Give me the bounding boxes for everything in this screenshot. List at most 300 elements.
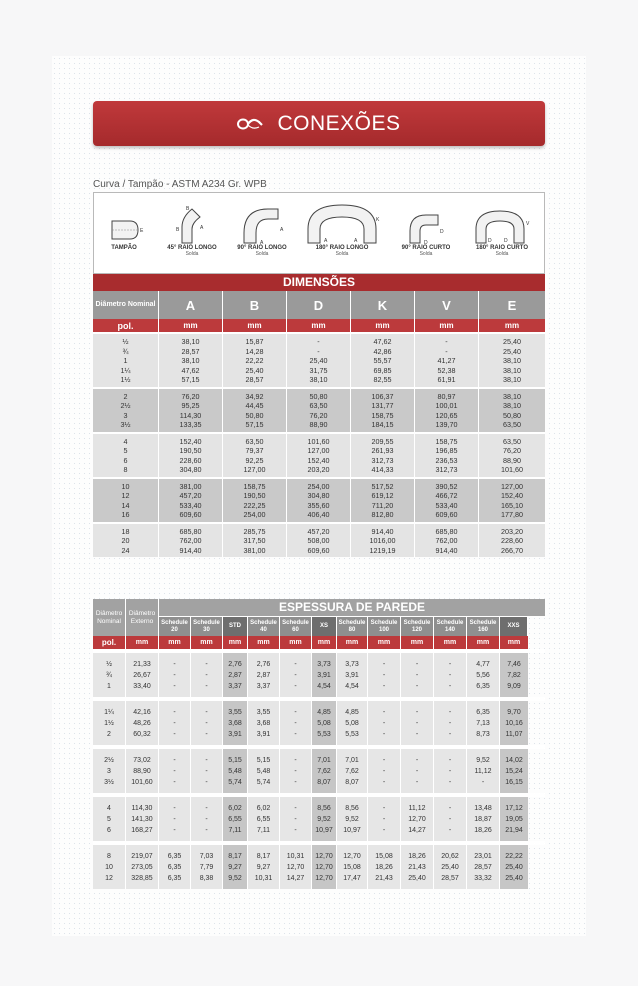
column-cell [159,797,191,841]
table-cell-value: 101,60 [307,436,330,446]
fitting-sublabel: Solda [185,251,199,257]
table-cell-value: - [415,672,419,679]
dimensions-column-headers [93,291,545,319]
column-cell [434,749,467,793]
table-cell-value: 57,15 [245,420,264,429]
table-cell-value: 203,20 [501,526,523,536]
table-cell-value: 6,02 [256,805,271,812]
table-cell-value: 1 [123,356,128,365]
column-header: V [415,291,479,319]
column-cell [368,845,401,889]
column-cell [401,797,434,841]
table-cell-value: 533,40 [179,500,202,510]
table-cell-value: 19,05 [505,816,523,823]
row-group [93,522,545,558]
table-cell-value: 127,00 [243,465,266,474]
fitting-sublabel: Solda [335,251,349,257]
table-cell-value: 6,35 [167,875,182,882]
column-header: K [351,291,415,319]
table-cell-value: 20 [121,536,130,545]
column-cell [191,797,223,841]
column-cell [93,797,126,841]
table-cell-value: 158,75 [243,481,266,491]
table-cell-value: 5,08 [317,720,331,727]
table-cell-value: 8,73 [476,731,490,738]
table-cell-value: 190,50 [243,491,266,500]
table-cell-value: - [382,720,386,727]
table-cell-value: - [173,779,176,786]
unit-cell: mm [280,636,312,649]
table-cell-value: 6,55 [256,816,271,823]
column-cell [467,701,500,745]
table-cell-value: 317,50 [243,536,266,545]
table-cell-value: 6,35 [476,683,490,690]
table-cell-value: 21,43 [408,864,426,871]
table-cell-value: - [205,661,208,668]
table-cell-value: 5,08 [345,720,359,727]
column-cell [248,797,280,841]
column-cell [159,524,223,558]
table-cell-value: 5,48 [256,768,271,775]
table-cell-value: 63,50 [309,401,328,410]
elbow-180-short-drawing [470,205,534,245]
table-cell-value: 14 [121,500,130,510]
table-cell-value: - [415,683,419,690]
table-cell-value: 15,87 [245,337,264,346]
elbow-90-long-drawing [238,203,286,245]
table-cell-value: ½ [122,337,129,346]
table-cell-value: - [415,731,419,738]
column-cell [415,524,479,558]
table-cell-value: - [382,827,386,834]
table-cell-value: 228,60 [501,536,523,545]
table-cell-value: 266,70 [501,545,523,555]
table-cell-value: 12,70 [286,864,305,871]
column-cell [337,845,368,889]
column-cell [223,334,287,387]
table-cell-value: 685,80 [435,526,458,536]
table-cell-value: - [382,757,386,764]
table-cell-value: 28,57 [441,875,459,882]
column-cell [337,749,368,793]
table-cell-value: 2 [123,391,128,401]
unit-cell: mm [191,636,223,649]
table-cell-value: 76,20 [309,410,328,420]
table-cell-value: 12 [121,491,130,500]
table-cell-value: 158,75 [435,436,458,446]
table-cell-value: 50,80 [245,410,264,420]
table-cell-value: 18,26 [375,864,393,871]
table-cell-value: 2½ [120,401,131,410]
table-cell-value: 34,92 [245,391,264,401]
unit-cell: mm [467,636,500,649]
table-cell-value: 63,50 [503,420,521,429]
table-cell-value: 18,26 [474,827,492,834]
table-cell-value: 88,90 [133,768,151,775]
table-cell-value: - [382,779,386,786]
unit-cell: mm [248,636,280,649]
column-cell [126,749,159,793]
table-cell-value: 7,82 [507,672,521,679]
column-cell [351,524,415,558]
table-cell-value: - [173,827,176,834]
table-cell-value: 11,12 [408,805,426,812]
table-cell-value: - [205,672,208,679]
table-cell-value: 12,70 [315,875,333,882]
table-cell-value: 381,00 [243,545,266,555]
column-cell [93,524,159,558]
table-cell-value: 47,62 [181,365,200,375]
column-cell [248,653,280,697]
table-cell-value: 414,33 [371,465,394,474]
table-cell-value: 114,30 [131,805,153,812]
table-cell-value: - [173,816,176,823]
dimensions-table [93,274,545,557]
fitting-label: TAMPÃO [111,245,137,251]
table-cell-value: 7,11 [256,827,271,834]
table-cell-value: 3 [123,410,128,420]
table-cell-value: - [382,768,386,775]
table-cell-value: 8,17 [228,853,242,860]
table-cell-value: 3,73 [317,661,331,668]
table-cell-value: 1½ [120,375,131,384]
table-cell-value: - [448,768,452,775]
column-cell [126,797,159,841]
table-cell-value: 168,27 [131,827,153,834]
column-cell [223,524,287,558]
table-cell-value: 10,16 [505,720,523,727]
table-cell-value: 762,00 [179,536,202,545]
table-cell-value: 273,05 [131,864,153,871]
table-cell-value: 7,13 [476,720,490,727]
table-cell-value: 9,27 [256,864,271,871]
svg-text:E: E [140,228,144,234]
table-cell-value: 1¼ [104,709,114,716]
column-cell [467,749,500,793]
table-cell-value: 9,52 [317,816,331,823]
column-cell [500,749,528,793]
fitting-label: 90° RAIO CURTO [401,245,451,251]
column-cell [248,701,280,745]
table-cell-value: 5,15 [256,757,271,764]
table-cell-value: 7,01 [345,757,359,764]
column-cell [93,334,159,387]
table-cell-value: 69,85 [373,365,392,375]
table-cell-value: - [448,661,452,668]
wall-title: ESPESSURA DE PAREDE [159,599,545,616]
unit-cell: mm [415,319,479,332]
column-cell [126,845,159,889]
column-cell [312,797,337,841]
table-cell-value: - [173,672,176,679]
table-cell-value: 18,87 [474,816,492,823]
column-header: Schedule 160 [467,616,500,636]
table-cell-value: 5,53 [345,731,359,738]
fitting-sublabel: Solda [419,251,433,257]
svg-text:D: D [488,238,492,244]
table-cell-value: 609,60 [435,510,458,519]
unit-cell: mm [434,636,467,649]
column-header: Schedule 20 [159,616,191,636]
table-cell-value: 8,38 [199,875,214,882]
table-cell-value: 312,73 [435,465,458,474]
unit-cell: pol. [93,636,126,649]
svg-text:B: B [186,206,190,212]
table-cell-value: - [294,709,297,716]
table-cell-value: - [205,683,208,690]
table-cell-value: ¾ [106,672,112,679]
table-cell-value: 21,33 [133,661,151,668]
table-cell-value: - [448,816,452,823]
elbow-45-drawing [170,203,214,245]
table-cell-value: 190,50 [179,446,202,455]
table-cell-value: 127,00 [501,481,523,491]
table-cell-value: - [173,757,176,764]
table-cell-value: 7,79 [199,864,214,871]
table-cell-value: 177,80 [501,510,523,519]
table-cell-value: 9,27 [228,864,242,871]
unit-cell: mm [479,319,545,332]
wall-unit-row [93,636,545,649]
table-cell-value: 5,56 [476,672,490,679]
table-cell-value: 609,60 [179,510,202,519]
unit-cell: mm [223,319,287,332]
table-cell-value: 18 [121,526,130,536]
table-cell-value: 31,75 [309,365,328,375]
table-cell-value: 100,01 [435,401,458,410]
column-cell [93,389,159,432]
column-cell [500,653,528,697]
table-cell-value: 60,32 [133,731,151,738]
table-cell-value: 6,35 [476,709,490,716]
table-cell-value: - [382,731,386,738]
column-cell [351,334,415,387]
table-cell-value: 33,32 [474,875,492,882]
table-cell-value: 14,02 [505,757,523,764]
column-cell [93,701,126,745]
column-cell [467,845,500,889]
table-cell-value: 1 [107,683,111,690]
table-cell-value: 152,40 [179,436,202,446]
table-cell-value: 304,80 [307,491,330,500]
table-cell-value: - [294,672,297,679]
fitting-90-short [398,207,454,257]
table-cell-value: - [173,720,176,727]
column-cell [368,749,401,793]
table-cell-value: 8,56 [317,805,331,812]
table-cell-value: 152,40 [501,491,523,500]
table-cell-value: 13,48 [474,805,492,812]
table-cell-value: 7,11 [228,827,242,834]
column-cell [415,434,479,477]
banner-title: CONEXÕES [277,111,401,135]
table-cell-value: 285,75 [243,526,266,536]
table-cell-value: - [445,346,448,356]
table-cell-value: 5,74 [228,779,242,786]
table-cell-value: 42,16 [133,709,151,716]
fitting-label: 90° RAIO LONGO [237,245,287,251]
row-group [93,841,545,889]
table-cell-value: - [294,768,297,775]
table-cell-value: 38,10 [503,375,521,384]
table-cell-value: - [205,757,208,764]
table-cell-value: - [382,816,386,823]
table-cell-value: 48,26 [133,720,151,727]
table-cell-value: 711,20 [371,500,394,510]
table-cell-value: 6,55 [228,816,242,823]
row-group [93,649,545,697]
table-cell-value: 139,70 [435,420,458,429]
fitting-cap [100,215,148,251]
table-cell-value: 1½ [104,720,114,727]
column-header: XS [312,616,337,636]
table-cell-value: - [294,731,297,738]
table-cell-value: 609,60 [307,545,330,555]
table-cell-value: 3,55 [228,709,242,716]
table-cell-value: - [294,757,297,764]
table-cell-value: 25,40 [505,864,523,871]
table-cell-value: 17,12 [505,805,523,812]
table-cell-value: 14,27 [408,827,426,834]
dimensions-title: DIMENSÕES [93,274,545,291]
column-cell [93,434,159,477]
elbow-fitting-icon [237,118,263,130]
table-cell-value: 44,45 [245,401,264,410]
table-cell-value: 3,91 [317,672,331,679]
column-cell [248,749,280,793]
table-cell-value: 2,87 [228,672,242,679]
column-cell [351,389,415,432]
outer-diameter-header: Diâmetro Externo [126,599,159,636]
table-cell-value: 3,68 [228,720,242,727]
table-cell-value: 914,40 [371,526,394,536]
table-cell-value: 61,91 [437,375,456,384]
row-group [93,387,545,432]
fitting-label: 45° RAIO LONGO [167,245,217,251]
table-cell-value: 355,60 [307,500,330,510]
column-cell [415,479,479,522]
table-cell-value: 4,54 [317,683,331,690]
table-cell-value: 133,35 [179,420,202,429]
table-cell-value: 50,80 [503,410,521,420]
table-cell-value: 328,85 [131,875,153,882]
column-cell [93,653,126,697]
table-cell-value: 25,40 [309,356,328,365]
column-cell [479,479,545,522]
table-cell-value: - [448,757,452,764]
table-cell-value: 1016,00 [369,536,396,545]
table-cell-value: 21,43 [375,875,393,882]
table-cell-value: 42,86 [373,346,392,356]
table-cell-value: - [382,709,386,716]
table-cell-value: - [173,683,176,690]
table-cell-value: 28,57 [245,375,264,384]
column-cell [401,653,434,697]
table-cell-value: 38,10 [503,401,521,410]
table-cell-value: 47,62 [373,337,392,346]
table-cell-value: 2 [107,731,111,738]
table-cell-value: 2,76 [228,661,242,668]
table-cell-value: 2,87 [256,672,271,679]
table-cell-value: 7,62 [317,768,331,775]
table-cell-value: 9,52 [345,816,359,823]
column-header: A [159,291,223,319]
table-cell-value: - [382,661,386,668]
column-cell [223,653,248,697]
table-cell-value: 3,91 [228,731,242,738]
table-cell-value: 196,85 [435,446,458,455]
table-cell-value: 533,40 [435,500,458,510]
column-cell [191,845,223,889]
column-cell [287,524,351,558]
table-cell-value: 15,08 [343,864,361,871]
fitting-180-long [300,201,384,257]
column-cell [337,701,368,745]
table-cell-value: 28,57 [181,346,200,356]
table-cell-value: 5,53 [317,731,331,738]
table-cell-value: 685,80 [179,526,202,536]
column-cell [93,845,126,889]
column-cell [159,749,191,793]
table-cell-value: 219,07 [131,853,153,860]
table-cell-value: 10,97 [315,827,333,834]
table-cell-value: - [317,337,320,346]
table-cell-value: 131,77 [371,401,394,410]
unit-cell: mm [337,636,368,649]
wall-header [93,599,545,636]
unit-cell: mm [126,636,159,649]
row-group [93,432,545,477]
table-cell-value: 38,10 [503,365,521,375]
column-cell [159,845,191,889]
table-cell-value: 457,20 [179,491,202,500]
column-cell [223,389,287,432]
dimensions-body [93,332,545,557]
column-cell [191,749,223,793]
table-cell-value: 10,97 [343,827,361,834]
table-cell-value: 165,10 [501,500,523,510]
column-cell [337,797,368,841]
column-cell [434,845,467,889]
table-cell-value: 406,40 [307,510,330,519]
table-cell-value: 12 [105,875,113,882]
table-cell-value: 120,65 [435,410,458,420]
column-cell [287,479,351,522]
column-header: Schedule 60 [280,616,312,636]
elbow-90-short-drawing [404,207,448,245]
table-cell-value: ¾ [122,346,129,356]
table-cell-value: 25,40 [503,346,521,356]
column-cell [159,653,191,697]
table-cell-value: 22,22 [245,356,264,365]
table-cell-value: - [415,757,419,764]
table-cell-value: 4 [107,805,111,812]
column-header: E [479,291,545,319]
column-header: Schedule 30 [191,616,223,636]
column-cell [223,797,248,841]
column-cell [93,749,126,793]
table-cell-value: - [205,816,208,823]
section-banner [93,101,545,146]
svg-text:A: A [260,240,264,245]
column-cell [126,653,159,697]
column-cell [368,653,401,697]
table-cell-value: - [205,779,208,786]
table-cell-value: - [294,683,297,690]
column-cell [401,749,434,793]
column-cell [223,434,287,477]
table-cell-value: 88,90 [503,455,521,465]
